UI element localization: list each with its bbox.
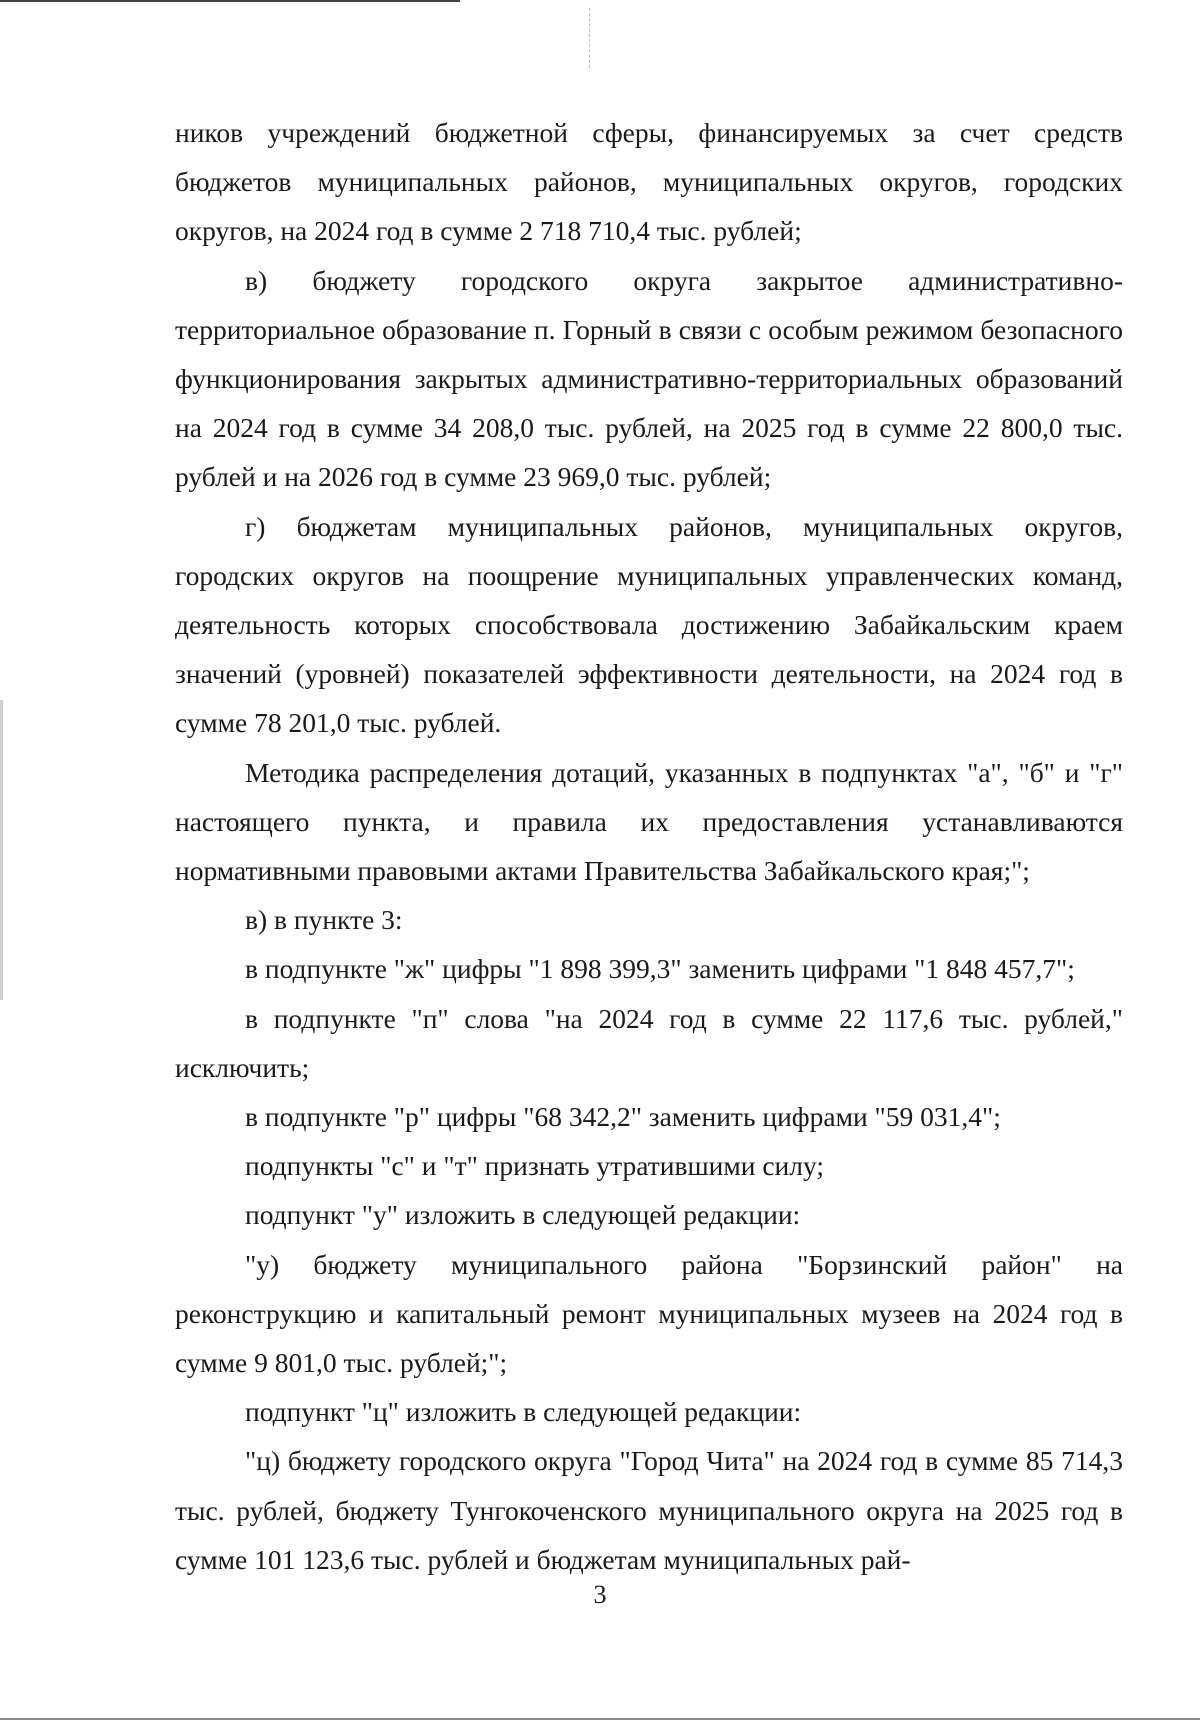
paragraph-subitem-u-text: "у) бюджету муниципального района "Борзинский район" на реконструкцию и капитальный ремонт муниципальных музеев на 2024 год в сумме 9 801,0 тыс. рублей;"; (175, 1248, 1123, 1379)
paragraph-subitems-s-t: подпункты "с" и "т" признать утратившими силу; (245, 1150, 825, 1182)
scan-edge-top (0, 0, 460, 2)
paragraph-methodology: Методика распределения дотаций, указанных в подпунктах "а", "б" и "г" настоящего пункта, и правила их предоставления устанавливаются нормативными правовыми актами Правительства Забайкальского края;"; (175, 756, 1123, 887)
paragraph-subitem-p: в подпункте "п" слова "на 2024 год в сумме 22 117,6 тыс. рублей," исключить; (175, 1002, 1123, 1083)
paragraph-subitem-r: в подпункте "р" цифры "68 342,2" заменить цифрами "59 031,4"; (245, 1101, 1001, 1133)
page-number: 3 (593, 1580, 607, 1609)
paragraph-subitem-u-intro: подпункт "у" изложить в следующей редакции: (245, 1199, 801, 1231)
scan-edge-left (0, 700, 3, 1000)
paragraph-item-g: г) бюджетам муниципальных районов, муниципальных округов, городских округов на поощрение муниципальных управленческих команд, деятельность которых способствовала достижению Забайкальским краем значений (уровней) показателей эффективности деятельности, на 2024 год в сумме 78 201,0 тыс. рублей. (175, 510, 1123, 739)
paragraph-point-3: в) в пункте 3: (245, 904, 403, 936)
document-body (175, 108, 1123, 1584)
paragraph-subitem-zh: в подпункте "ж" цифры "1 898 399,3" заменить цифрами "1 848 457,7"; (245, 953, 1075, 985)
paragraph-continuation: ников учреждений бюджетной сферы, финансируемых за счет средств бюджетов муниципальных районов, муниципальных округов, городских округов, на 2024 год в сумме 2 718 710,4 тыс. рублей; (175, 117, 1123, 247)
paragraph-subitem-ts-text: "ц) бюджету городского округа "Город Чита" на 2024 год в сумме 85 714,3 тыс. рублей, бюджету Тунгокоченского муниципального округа на 2025 год в сумме 101 123,6 тыс. рублей и бюджетам муниципальных рай- (175, 1445, 1123, 1575)
fold-mark (589, 8, 591, 68)
paragraph-item-v: в) бюджету городского округа закрытое административно-территориальное образование п. Горный в связи с особым режимом безопасного функционирования закрытых административно-территориальных образований на 2024 год в сумме 34 208,0 тыс. рублей, на 2025 год в сумме 22 800,0 тыс. рублей и на 2026 год в сумме 23 969,0 тыс. рублей; (175, 264, 1123, 493)
paragraph-subitem-ts-intro: подпункт "ц" изложить в следующей редакции: (245, 1396, 802, 1428)
